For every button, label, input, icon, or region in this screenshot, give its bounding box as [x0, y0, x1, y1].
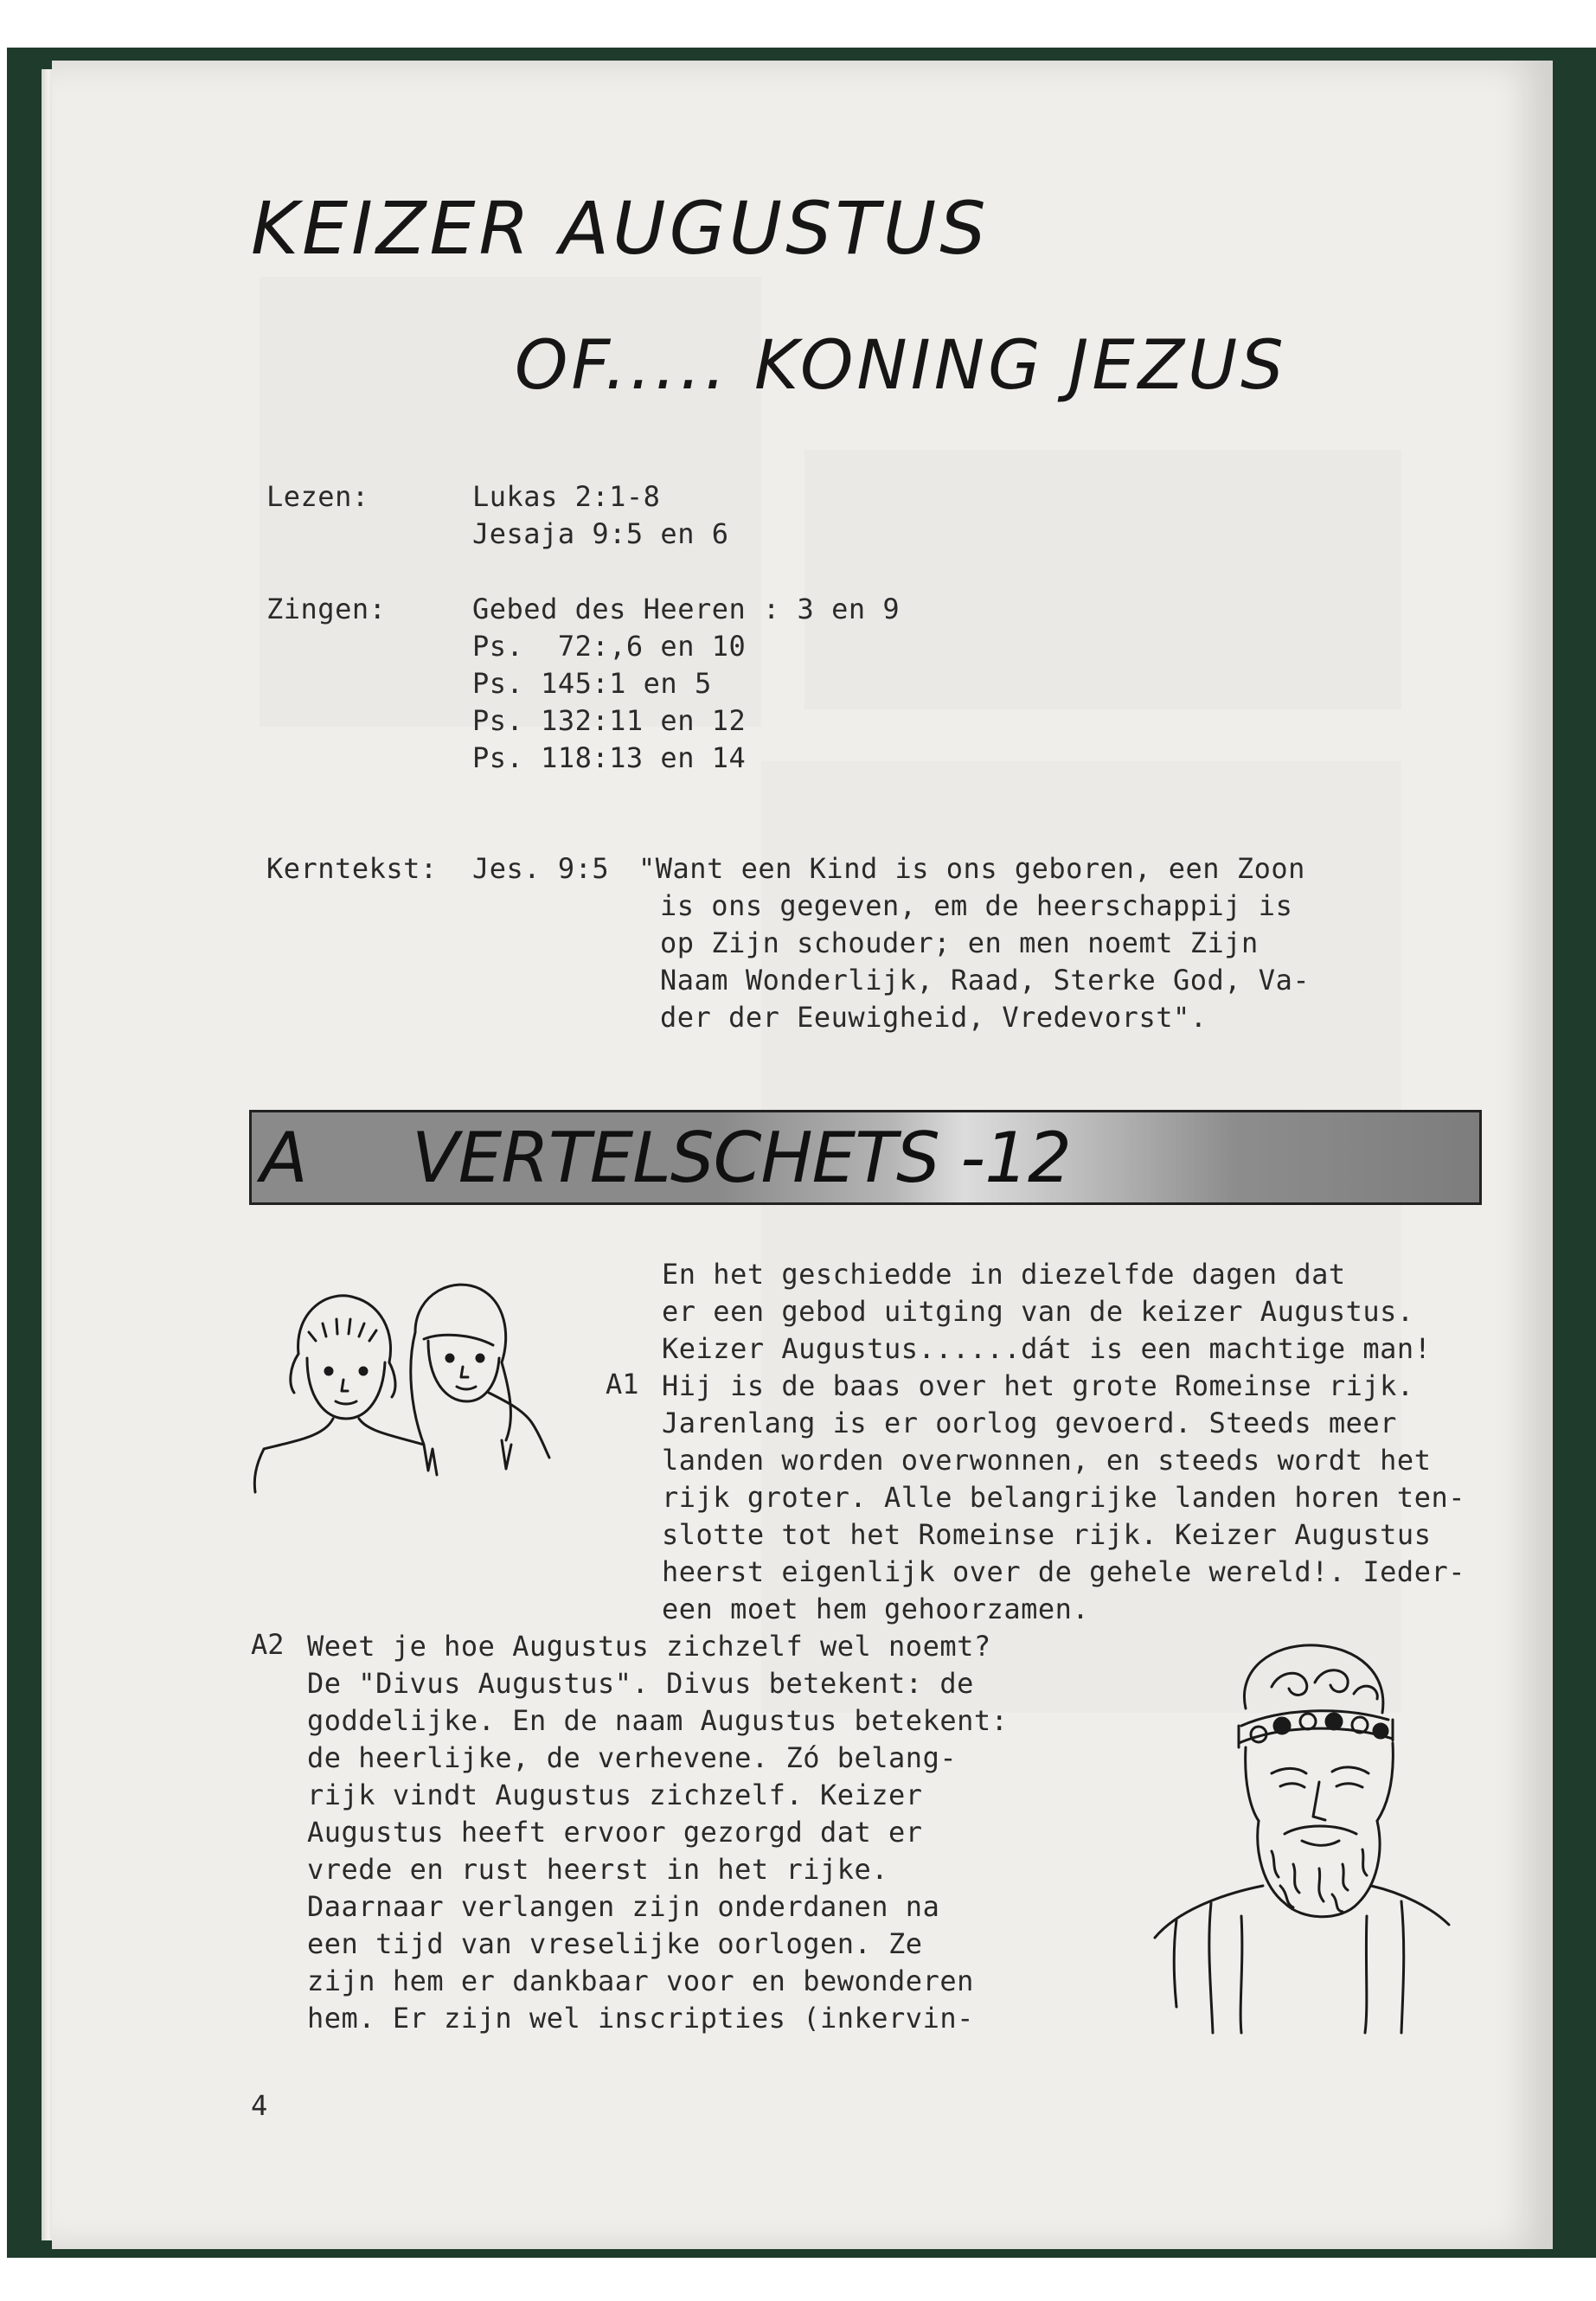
section-banner [249, 1110, 1482, 1205]
story-line: De "Divus Augustus". Divus betekent: de [307, 1667, 974, 1700]
story-line: Weet je hoe Augustus zichzelf wel noemt? [307, 1630, 991, 1663]
song-line: Gebed des Heeren : 3 en 9 [472, 593, 901, 625]
bleed-through-block-2 [804, 450, 1401, 709]
section-marker-a2: A2 [251, 1628, 285, 1661]
story-line: En het geschiedde in diezelfde dagen dat [662, 1258, 1346, 1291]
story-line: landen worden overwonnen, en steeds wordt het [662, 1444, 1432, 1477]
key-text-line: Naam Wonderlijk, Raad, Sterke God, Va- [660, 964, 1311, 997]
reading-line: Lukas 2:1-8 [472, 480, 661, 513]
story-line: een moet hem gehoorzamen. [662, 1593, 1090, 1625]
title-line-1: KEIZER AUGUSTUS [251, 186, 990, 271]
section-marker-a1: A1 [606, 1368, 639, 1400]
key-text-line: is ons gegeven, em de heerschappij is [660, 889, 1293, 922]
story-line: hem. Er zijn wel inscripties (inkervin- [307, 2002, 974, 2035]
story-line: Daarnaar verlangen zijn onderdanen na [307, 1890, 940, 1923]
songs-label: Zingen: [266, 593, 387, 625]
key-text-label: Kerntekst: [266, 852, 438, 885]
song-line: Ps. 118:13 en 14 [472, 741, 747, 774]
story-line: er een gebod uitging van de keizer Augustus. [662, 1295, 1414, 1328]
reading-line: Jesaja 9:5 en 6 [472, 517, 729, 550]
story-line: Augustus heeft ervoor gezorgd dat er [307, 1816, 923, 1849]
banner-title: VERTELSCHETS -12 [412, 1118, 1071, 1198]
song-line: Ps. 72:,6 en 10 [472, 630, 747, 663]
story-line: Keizer Augustus......dát is een machtige man! [662, 1332, 1432, 1365]
story-line: heerst eigenlijk over de gehele wereld!. Ieder- [662, 1555, 1465, 1588]
title-line-2: OF..... KONING JEZUS [515, 327, 1287, 405]
story-line: zijn hem er dankbaar voor en bewonderen [307, 1965, 974, 1997]
key-text-reference: Jes. 9:5 [472, 852, 610, 885]
song-line: Ps. 132:11 en 12 [472, 704, 747, 737]
story-line: vrede en rust heerst in het rijke. [307, 1853, 889, 1886]
key-text-line: "Want een Kind is ons geboren, een Zoon [638, 852, 1305, 885]
story-line: Hij is de baas over het grote Romeinse rijk. [662, 1369, 1414, 1402]
story-line: de heerlijke, de verhevene. Zó belang- [307, 1741, 958, 1774]
children-illustration [247, 1272, 558, 1497]
story-line: Jarenlang is er oorlog gevoerd. Steeds meer [662, 1407, 1397, 1439]
story-line: goddelijke. En de naam Augustus betekent: [307, 1704, 1009, 1737]
story-line: rijk vindt Augustus zichzelf. Keizer [307, 1779, 923, 1811]
story-line: rijk groter. Alle belangrijke landen horen ten- [662, 1481, 1465, 1514]
key-text-line: der der Eeuwigheid, Vredevorst". [660, 1001, 1208, 1034]
page-number: 4 [251, 2089, 268, 2122]
song-line: Ps. 145:1 en 5 [472, 667, 712, 700]
readings-label: Lezen: [266, 480, 369, 513]
banner-letter: A [260, 1118, 308, 1198]
story-line: slotte tot het Romeinse rijk. Keizer Augustus [662, 1518, 1432, 1551]
key-text-line: op Zijn schouder; en men noemt Zijn [660, 926, 1259, 959]
story-line: een tijd van vreselijke oorlogen. Ze [307, 1927, 923, 1960]
emperor-augustus-illustration [1142, 1626, 1453, 2041]
